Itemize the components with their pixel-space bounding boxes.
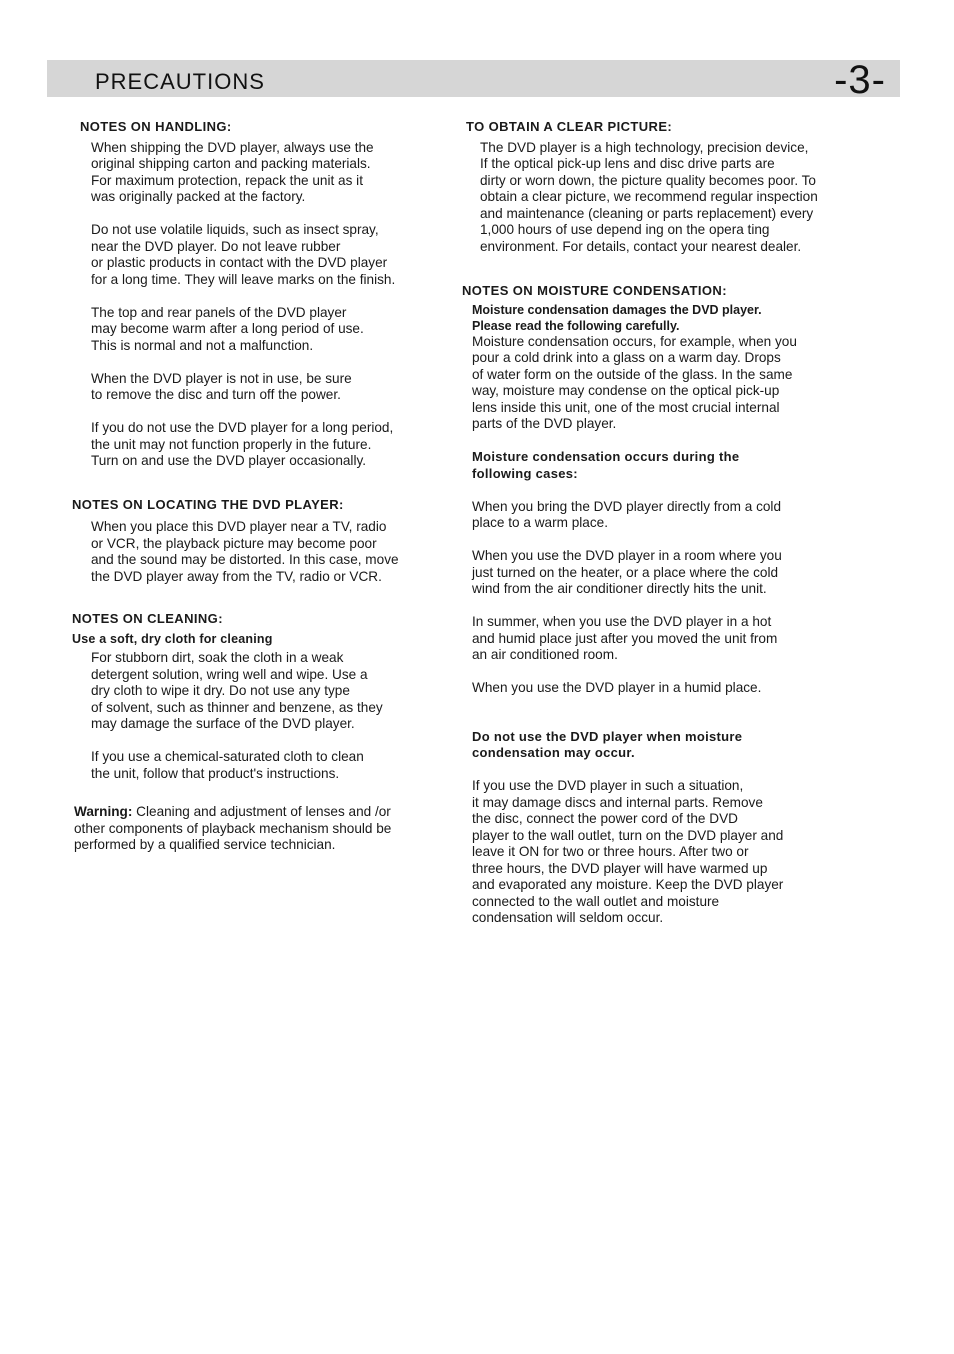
- text-line: dirty or worn down, the picture quality becomes poor. To: [480, 172, 816, 188]
- text-line: If the optical pick-up lens and disc drive parts are: [480, 156, 775, 171]
- text-line: The DVD player is a high technology, precision device,: [480, 139, 809, 155]
- text-line: and the sound may be distorted. In this case, move: [91, 552, 399, 567]
- cleaning-paragraph-1: [72, 650, 444, 733]
- text-line: lens inside this unit, one of the most crucial internal: [472, 399, 780, 415]
- text-line: and maintenance (cleaning or parts replacement) every: [480, 205, 814, 221]
- text-line: If you use the DVD player in such a situation,: [472, 778, 744, 793]
- text-line: pour a cold drink into a glass on a warm day. Drops: [472, 350, 781, 365]
- text-line: Moisture condensation damages the DVD player.: [472, 302, 762, 317]
- text-line: Do not use the DVD player when moisture: [472, 728, 743, 744]
- text-line: wind from the air conditioner directly hits the unit.: [472, 581, 767, 596]
- donot-heading: [462, 729, 862, 762]
- text-line: When the DVD player is not in use, be sure: [91, 370, 352, 386]
- text-line: of water form on the outside of the glass. In the same: [472, 366, 793, 382]
- warning-note: [72, 804, 444, 854]
- text-line: for a long time. They will leave marks on the finish.: [91, 271, 396, 287]
- text-line: parts of the DVD player.: [472, 416, 617, 431]
- cleaning-paragraph-2: [72, 749, 444, 782]
- text-line: or plastic products in contact with the DVD player: [91, 255, 388, 270]
- text-line: When shipping the DVD player, always use the: [91, 139, 374, 155]
- text-line: Do not use volatile liquids, such as insect spray,: [91, 222, 379, 237]
- text-line: If you use a chemical-saturated cloth to clean: [91, 749, 364, 764]
- handling-paragraph-5: [72, 420, 444, 470]
- text-line: If you do not use the DVD player for a long period,: [91, 420, 394, 435]
- text-line: connected to the wall outlet and moisture: [472, 893, 720, 909]
- locating-paragraph: [72, 519, 444, 585]
- text-line: way, moisture may condense on the optical pick-up: [472, 383, 780, 398]
- text-line: place to a warm place.: [472, 515, 609, 530]
- text-line: 1,000 hours of use depend ing on the opera ting: [480, 222, 770, 237]
- moisture-final-paragraph: [462, 778, 862, 927]
- text-line: condensation will seldom occur.: [472, 910, 664, 925]
- text-line: obtain a clear picture, we recommend regular inspection: [480, 189, 818, 204]
- text-line: Moisture condensation occurs during the: [472, 449, 740, 464]
- page-number: -3-: [834, 58, 886, 102]
- text-line: to remove the disc and turn off the power.: [91, 387, 341, 402]
- text-line: was originally packed at the factory.: [91, 189, 306, 204]
- text-line: This is normal and not a malfunction.: [91, 337, 314, 353]
- text-line: three hours, the DVD player will have warmed up: [472, 860, 768, 876]
- handling-paragraph-4: [72, 371, 444, 404]
- handling-paragraph-1: [72, 140, 444, 206]
- text-line: detergent solution, wring well and wipe. Use a: [91, 666, 368, 682]
- moisture-case-3: [462, 614, 862, 664]
- text-line: or VCR, the playback picture may become poor: [91, 535, 377, 551]
- left-column: [72, 119, 444, 854]
- text-line: condensation may occur.: [472, 745, 635, 760]
- text-line: other components of playback mechanism should be: [74, 820, 392, 836]
- text-line: and humid place just after you moved the unit from: [472, 630, 778, 646]
- picture-heading: TO OBTAIN A CLEAR PICTURE:: [466, 119, 673, 134]
- warning-lines: [74, 821, 444, 854]
- cleaning-subheading: Use a soft, dry cloth for cleaning: [72, 631, 273, 646]
- text-line: performed by a qualified service technician.: [74, 837, 336, 852]
- text-line: it may damage discs and internal parts. Remove: [472, 794, 763, 810]
- warning-label: Warning:: [74, 804, 133, 819]
- text-line: an air conditioned room.: [472, 647, 618, 662]
- text-line: and evaporated any moisture. Keep the DVD player: [472, 877, 784, 892]
- moisture-case-2: [462, 548, 862, 598]
- handling-paragraph-3: [72, 305, 444, 355]
- text-line: leave it ON for two or three hours. After two or: [472, 844, 749, 859]
- text-line: In summer, when you use the DVD player in a hot: [472, 614, 772, 629]
- cleaning-heading: NOTES ON CLEANING:: [72, 611, 223, 626]
- text-line: may become warm after a long period of use.: [91, 321, 364, 336]
- text-line: the unit, follow that product's instructions.: [91, 765, 340, 781]
- text-line: the DVD player away from the TV, radio or VCR.: [91, 568, 382, 584]
- text-line: For stubborn dirt, soak the cloth in a weak: [91, 650, 344, 665]
- text-line: of solvent, such as thinner and benzene, as they: [91, 699, 383, 715]
- page-title: PRECAUTIONS: [95, 69, 265, 94]
- picture-paragraph: [462, 140, 862, 256]
- page-header: [47, 58, 900, 102]
- text-line: Turn on and use the DVD player occasionally.: [91, 453, 367, 468]
- moisture-case-1: [462, 499, 862, 532]
- text-line: When you bring the DVD player directly from a cold: [472, 498, 782, 514]
- warning-first-line: Cleaning and adjustment of lenses and /or: [132, 804, 391, 819]
- text-line: the unit may not function properly in the future.: [91, 436, 372, 452]
- text-line: original shipping carton and packing materials.: [91, 156, 371, 171]
- text-line: just turned on the heater, or a place where the cold: [472, 564, 779, 580]
- text-line: may damage the surface of the DVD player.: [91, 716, 355, 731]
- text-line: Please read the following carefully.: [472, 318, 680, 333]
- handling-heading: NOTES ON HANDLING:: [80, 119, 232, 134]
- text-line: Moisture condensation occurs, for example, when you: [472, 333, 797, 349]
- moisture-case-4: [462, 680, 862, 697]
- text-line: When you place this DVD player near a TV, radio: [91, 519, 387, 534]
- text-line: When you use the DVD player in a humid place.: [472, 680, 762, 695]
- moisture-cases-heading: [462, 449, 862, 482]
- text-line: the disc, connect the power cord of the DVD: [472, 811, 738, 826]
- handling-paragraph-2: [72, 222, 444, 288]
- right-column: [462, 119, 862, 927]
- text-line: player to the wall outlet, turn on the DVD player and: [472, 827, 784, 843]
- text-line: environment. For details, contact your nearest dealer.: [480, 238, 802, 254]
- text-line: When you use the DVD player in a room where you: [472, 548, 782, 563]
- moisture-paragraph: [462, 334, 862, 433]
- text-line: dry cloth to wipe it dry. Do not use any type: [91, 683, 350, 698]
- text-line: The top and rear panels of the DVD player: [91, 304, 347, 320]
- text-line: near the DVD player. Do not leave rubber: [91, 238, 341, 254]
- locating-heading: NOTES ON LOCATING THE DVD PLAYER:: [72, 496, 344, 512]
- moisture-subheading: [462, 302, 862, 334]
- text-line: following cases:: [472, 465, 578, 481]
- text-line: For maximum protection, repack the unit as it: [91, 172, 363, 188]
- moisture-heading: NOTES ON MOISTURE CONDENSATION:: [462, 283, 727, 298]
